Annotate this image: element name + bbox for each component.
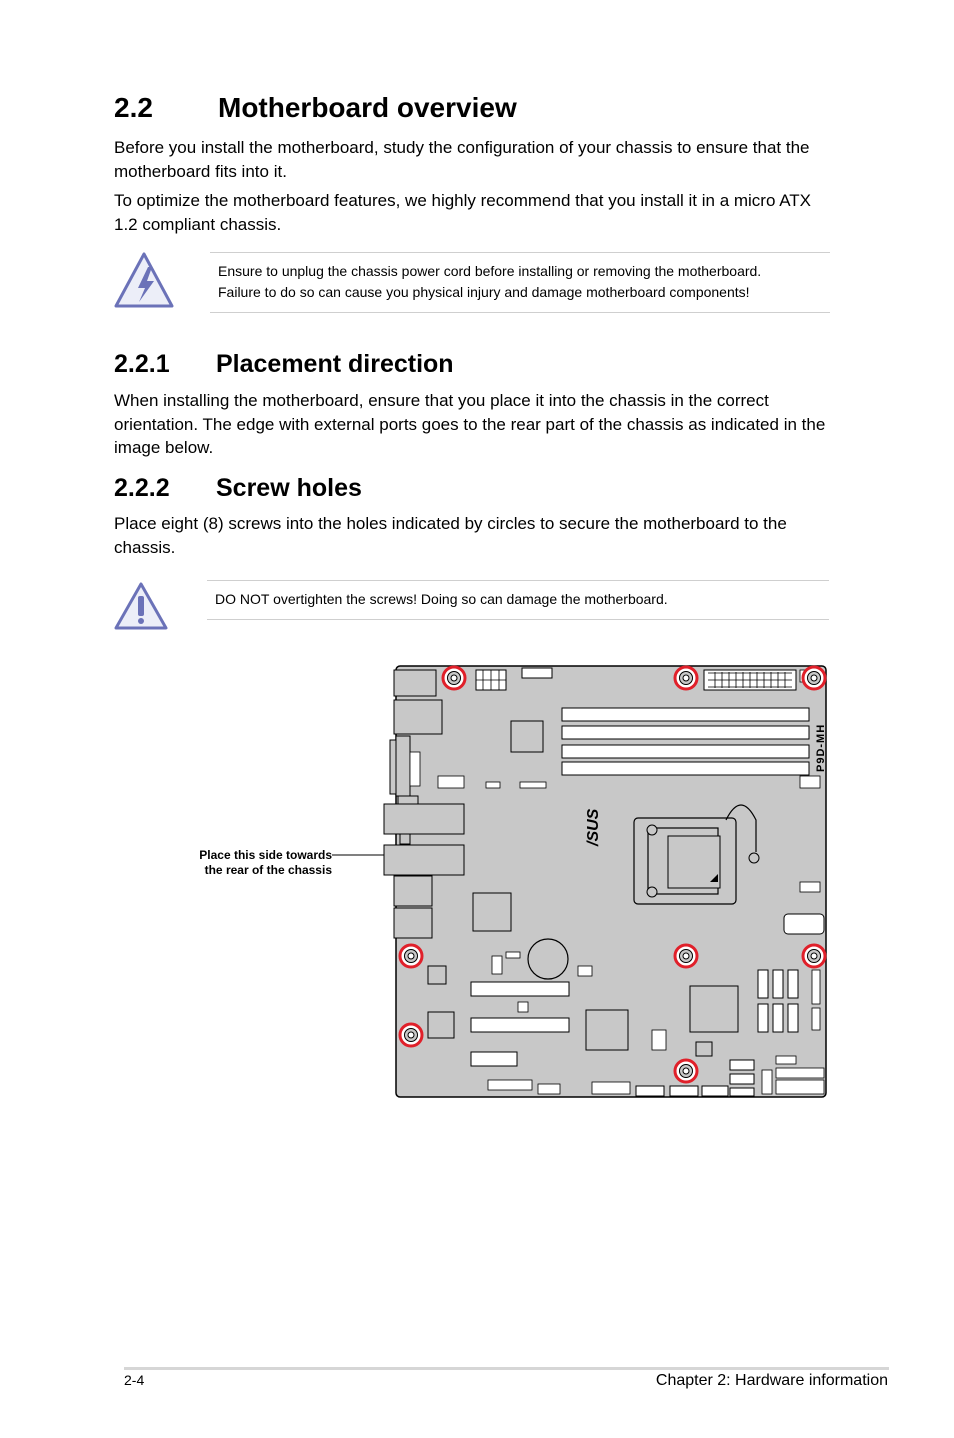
warning-lightning-icon xyxy=(112,250,176,312)
screws-title: Screw holes xyxy=(216,474,362,502)
atx-power-connector xyxy=(704,670,796,690)
screw-hole xyxy=(803,945,825,967)
rear-label-line-1: Place this side towards xyxy=(199,848,332,862)
rear-side-label xyxy=(150,848,332,878)
intro-paragraph-2: To optimize the motherboard features, we highly recommend that you install it in a micro ATX 1.2 compliant chassis. xyxy=(114,191,812,234)
model-label: P9D-MH xyxy=(815,723,827,772)
screw-hole xyxy=(675,1060,697,1082)
caution-text: DO NOT overtighten the screws! Doing so can damage the motherboard. xyxy=(215,591,668,607)
warning-line-2: Failure to do so can cause you physical injury and damage motherboard components! xyxy=(218,284,750,300)
placement-title: Placement direction xyxy=(216,350,454,378)
placement-heading xyxy=(114,350,454,379)
screws-number: 2.2.2 xyxy=(114,474,170,502)
placement-number: 2.2.1 xyxy=(114,350,170,378)
section-title: Motherboard overview xyxy=(218,92,517,123)
screw-hole xyxy=(443,667,465,689)
page-title xyxy=(114,92,517,124)
rear-label-line-2: the rear of the chassis xyxy=(204,863,332,877)
caution-note xyxy=(207,580,829,620)
brand-logo: /SUS xyxy=(585,808,602,846)
warning-note xyxy=(210,252,830,313)
screw-hole xyxy=(400,1024,422,1046)
footer-page-number: 2-4 xyxy=(124,1372,145,1388)
section-number: 2.2 xyxy=(114,92,153,123)
warning-line-1: Ensure to unplug the chassis power cord before installing or removing the motherboard. xyxy=(218,263,762,279)
footer-rule xyxy=(124,1367,889,1370)
motherboard-diagram xyxy=(380,660,830,1102)
caution-exclamation-icon xyxy=(112,580,170,634)
screws-heading xyxy=(114,474,362,503)
screws-paragraph: Place eight (8) screws into the holes indicated by circles to secure the motherboard to the chassis. xyxy=(114,514,787,557)
intro-paragraph-1: Before you install the motherboard, study the configuration of your chassis to ensure that the motherboard fits into it. xyxy=(114,138,810,181)
molex-connector xyxy=(784,914,824,934)
screw-hole xyxy=(803,667,825,689)
screw-hole xyxy=(675,667,697,689)
cmos-battery xyxy=(528,939,568,979)
screw-hole xyxy=(675,945,697,967)
placement-paragraph: When installing the motherboard, ensure that you place it into the chassis in the correct orientation. The edge with external ports goes to the rear part of the chassis as indicated in the image below. xyxy=(114,391,826,457)
screw-hole xyxy=(400,945,422,967)
footer-chapter: Chapter 2: Hardware information xyxy=(655,1372,888,1389)
